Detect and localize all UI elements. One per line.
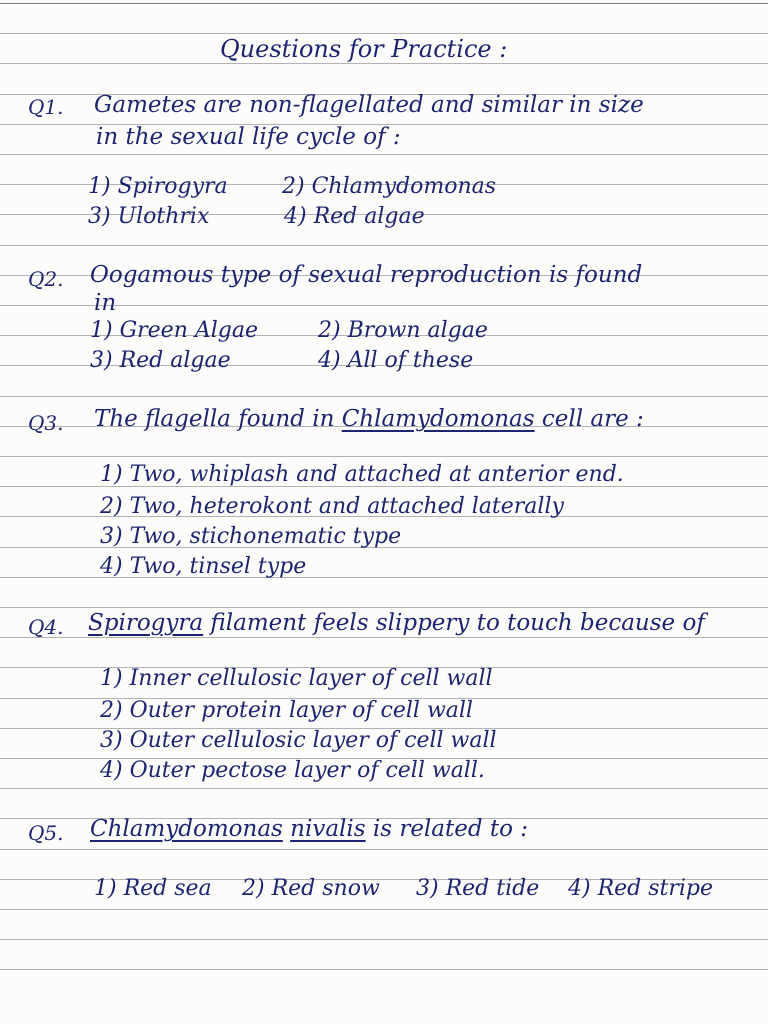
question-text-q1-line2: in the sexual life cycle of :	[96, 124, 401, 150]
q5-term-chlamydomonas: Chlamydomonas	[90, 816, 283, 842]
question-text-q4	[88, 610, 705, 636]
ruled-line	[0, 637, 768, 638]
q2-option-2: 2) Brown algae	[318, 318, 488, 343]
q3-text-post: cell are :	[541, 406, 644, 432]
question-number-q1: Q1.	[28, 95, 64, 119]
ruled-line	[0, 33, 768, 34]
q4-option-1: 1) Inner cellulosic layer of cell wall	[100, 666, 493, 691]
q5-option-3: 3) Red tide	[416, 876, 540, 901]
ruled-line	[0, 456, 768, 457]
q4-option-3: 3) Outer cellulosic layer of cell wall	[100, 728, 497, 753]
ruled-line	[0, 63, 768, 64]
q5-option-2: 2) Red snow	[242, 876, 380, 901]
question-text-q2-line1: Oogamous type of sexual reproduction is found	[90, 262, 643, 288]
ruled-line	[0, 969, 768, 970]
ruled-line	[0, 939, 768, 940]
q1-option-3: 3) Ulothrix	[88, 204, 210, 229]
ruled-line	[0, 396, 768, 397]
q5-option-1: 1) Red sea	[94, 876, 212, 901]
question-number-q4: Q4.	[28, 615, 64, 639]
question-text-q1-line1: Gametes are non-flagellated and similar in size	[94, 92, 644, 118]
ruled-line	[0, 849, 768, 850]
question-number-q3: Q3.	[28, 411, 64, 435]
ruled-line	[0, 154, 768, 155]
q2-option-4: 4) All of these	[318, 348, 474, 373]
ruled-line	[0, 245, 768, 246]
question-text-q3	[94, 406, 644, 432]
q4-option-2: 2) Outer protein layer of cell wall	[100, 698, 473, 723]
page-title: Questions for Practice :	[220, 35, 508, 63]
q1-option-2: 2) Chlamydomonas	[282, 174, 497, 199]
question-text-q5	[90, 816, 528, 842]
q3-option-4: 4) Two, tinsel type	[100, 554, 307, 579]
q5-option-4: 4) Red stripe	[568, 876, 714, 901]
ruled-line	[0, 3, 768, 4]
q4-option-4: 4) Outer pectose layer of cell wall.	[100, 758, 485, 783]
q4-text-post: filament feels slippery to touch because of	[210, 610, 705, 636]
q2-option-1: 1) Green Algae	[90, 318, 259, 343]
q2-option-3: 3) Red algae	[90, 348, 231, 373]
q1-option-1: 1) Spirogyra	[88, 174, 228, 199]
question-number-q2: Q2.	[28, 267, 64, 291]
question-number-q5: Q5.	[28, 821, 64, 845]
q3-text-pre: The flagella found in	[94, 406, 335, 432]
q5-term-nivalis: nivalis	[290, 816, 366, 842]
question-text-q2-line2: in	[94, 290, 117, 316]
q3-term-chlamydomonas: Chlamydomonas	[341, 406, 535, 432]
q3-option-2: 2) Two, heterokont and attached laterally	[100, 494, 564, 519]
q5-text-post: is related to :	[372, 816, 529, 842]
q4-term-spirogyra: Spirogyra	[88, 610, 204, 636]
ruled-line	[0, 607, 768, 608]
q3-option-1: 1) Two, whiplash and attached at anterior end.	[100, 462, 624, 487]
q1-option-4: 4) Red algae	[284, 204, 425, 229]
ruled-line	[0, 788, 768, 789]
ruled-line	[0, 909, 768, 910]
q3-option-3: 3) Two, stichonematic type	[100, 524, 402, 549]
